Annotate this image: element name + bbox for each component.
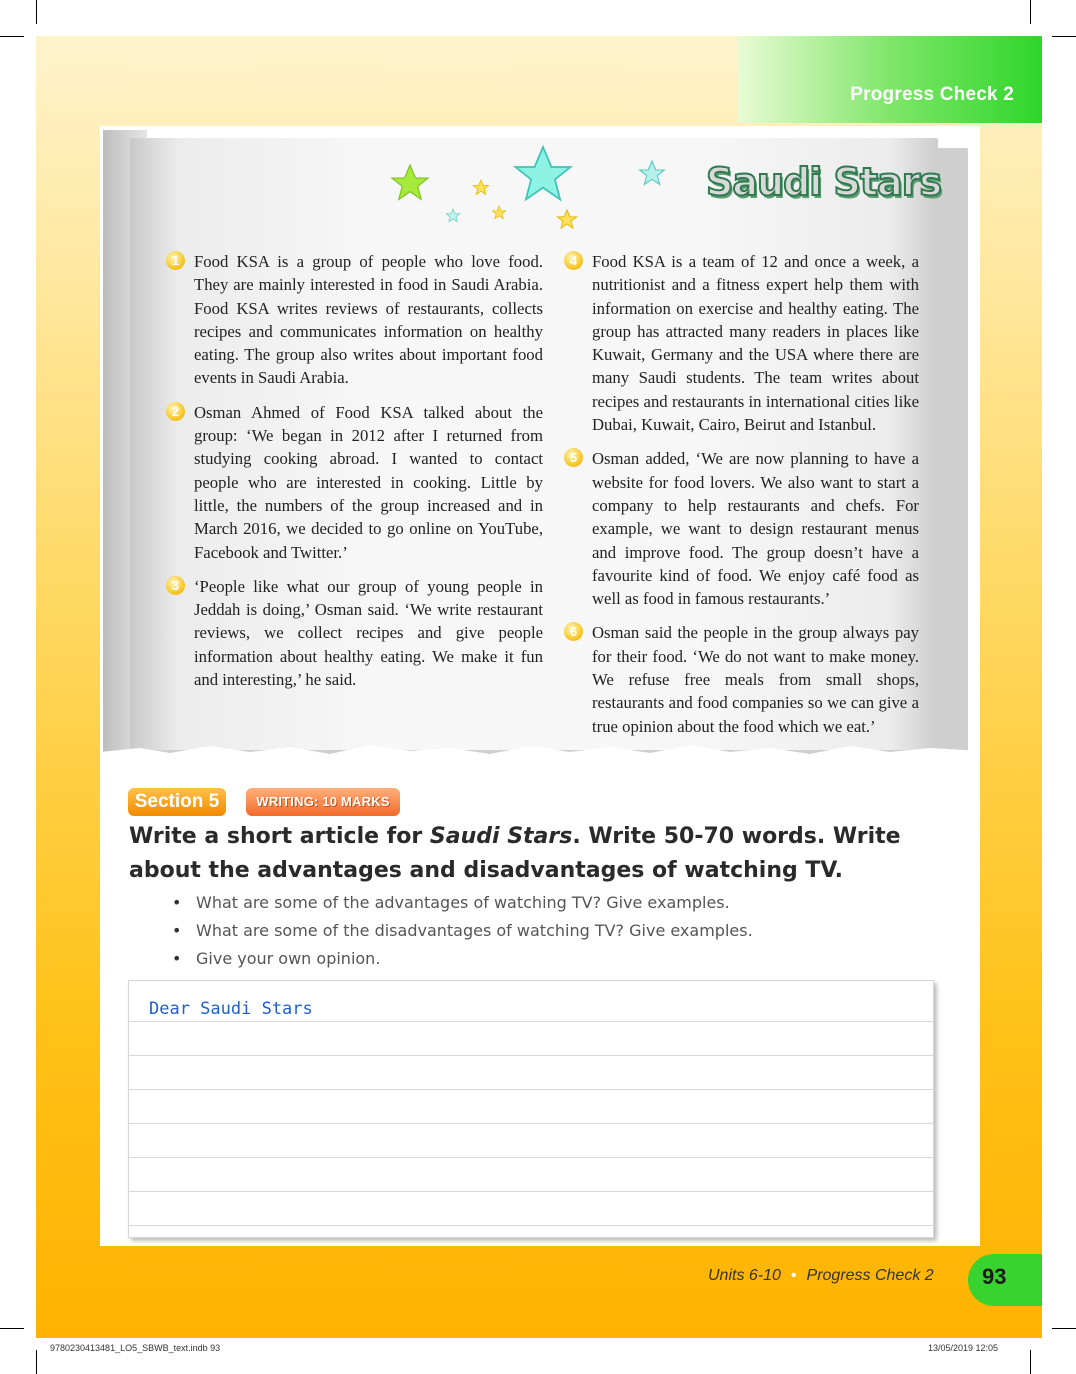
paragraph-number-badge: 1 (166, 251, 185, 270)
writing-area[interactable] (128, 980, 934, 1238)
print-slug-file: 9780230413481_LO5_SBWB_text.indb 93 (50, 1343, 221, 1353)
paragraph-number-badge: 6 (564, 622, 583, 641)
paragraph-number-badge: 2 (166, 402, 185, 421)
paragraph-number-badge: 3 (166, 576, 185, 595)
article-paragraph (171, 575, 543, 691)
progress-title: Progress Check 2 (850, 84, 1014, 105)
writing-line (129, 1123, 933, 1124)
article-paragraph (171, 401, 543, 564)
instruction-text: Write a short article for (129, 824, 430, 849)
writing-line (129, 1191, 933, 1192)
writing-salutation: Dear Saudi Stars (149, 999, 313, 1019)
article-paragraph (569, 447, 919, 610)
prompt-item: • What are some of the advantages of watching TV? Give examples. (172, 889, 872, 917)
stars-decoration-icon (380, 140, 680, 240)
paragraph-text: Osman Ahmed of Food KSA talked about the group: ‘We began in 2012 after I returned from studying cooking abroad. I wanted to contact people who are interested in cooking. Little by little, the numbers of the group increased and in March 2016, we decided to go online on YouTube, Facebook and Twitter.’ (194, 402, 543, 562)
paragraph-number-badge: 4 (564, 251, 583, 270)
article-paragraph (569, 250, 919, 436)
instruction-italic-title: Saudi Stars (429, 824, 573, 849)
section-badge: Section 5 (128, 788, 226, 816)
instruction-text: . Write 50-70 words. Write about the advantages and disadvantages of watching TV. (129, 824, 901, 883)
paragraph-text: Food KSA is a group of people who love food. They are mainly interested in food in Saudi Arabia. Food KSA writes reviews of restaurants, collects recipes and communicates information on healthy eating. The group also writes about important food events in Saudi Arabia. (194, 252, 543, 388)
progress-tab (738, 36, 1042, 123)
writing-line (129, 1055, 933, 1056)
torn-edge-decoration (100, 730, 980, 770)
writing-instruction (129, 820, 949, 888)
article-paragraph (569, 621, 919, 737)
article-paragraph (171, 250, 543, 390)
prompt-list (172, 889, 872, 973)
crop-mark (0, 36, 24, 37)
prompt-item: • What are some of the disadvantages of watching TV? Give examples. (172, 917, 872, 945)
crop-mark (1052, 1328, 1076, 1329)
footer-units: Units 6-10 (708, 1267, 781, 1284)
writing-line (129, 1089, 933, 1090)
crop-mark (1052, 36, 1076, 37)
prompt-item: • Give your own opinion. (172, 945, 872, 973)
crop-mark (1030, 0, 1031, 24)
paragraph-text: ‘People like what our group of young people in Jeddah is doing,’ Osman said. ‘We write restaurant reviews, we collect recipes and give people information about healthy eating. We make it fun and interesting,’ he said. (194, 576, 543, 690)
crop-mark (36, 0, 37, 24)
footer-separator: • (790, 1267, 797, 1284)
article-title: Saudi Stars (706, 160, 942, 204)
writing-line (129, 1157, 933, 1158)
marks-badge: WRITING: 10 MARKS (246, 788, 400, 816)
footer-running-head (708, 1267, 934, 1285)
paragraph-text: Osman added, ‘We are now planning to have a website for food lovers. We also want to start a company to help restaurants and chefs. For example, we want to design restaurant menus and improve food. The group doesn’t have a favourite kind of food. We enjoy café food as well as food in famous restaurants.’ (592, 449, 919, 609)
page-number: 93 (982, 1264, 1007, 1289)
writing-line (129, 1225, 933, 1226)
footer-progress: Progress Check 2 (806, 1267, 934, 1284)
print-slug-date: 13/05/2019 12:05 (928, 1343, 999, 1353)
crop-mark (0, 1328, 24, 1329)
article-column-right (569, 250, 919, 749)
article-column-left (171, 250, 543, 702)
paragraph-text: Food KSA is a team of 12 and once a week, a nutritionist and a fitness expert help them with information on exercise and healthy eating. The group has attracted many readers in places like Kuwait, Germany and the USA where there are many Saudi students. The team writes about recipes and restaurants in international cities like Dubai, Kuwait, Cairo, Beirut and Istanbul. (592, 252, 919, 435)
writing-line (129, 1021, 933, 1022)
paragraph-number-badge: 5 (564, 448, 583, 467)
crop-mark (1030, 1350, 1031, 1374)
paragraph-text: Osman said the people in the group always pay for their food. ‘We do not want to make money. We refuse free meals from small shops, restaurants and food companies so we can give a true opinion about the food which we eat.’ (592, 623, 919, 736)
crop-mark (36, 1350, 37, 1374)
